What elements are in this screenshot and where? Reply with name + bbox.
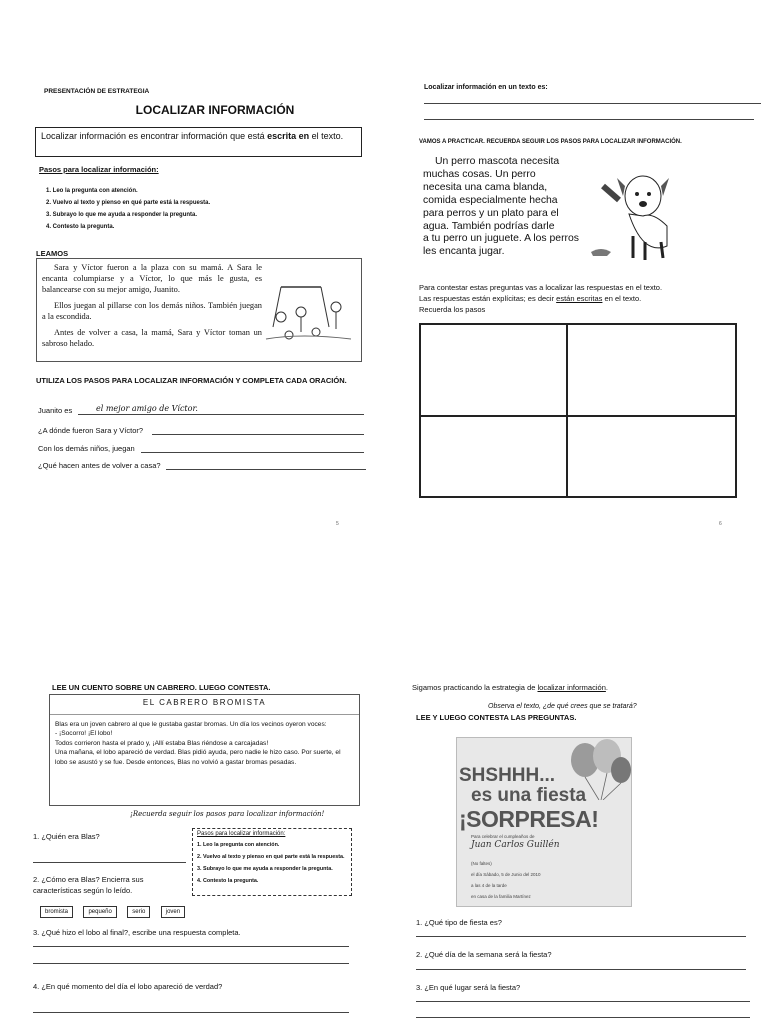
card-headline-1: SHSHHH... [459, 765, 556, 786]
instruction-line-3: Recuerda los pasos [419, 305, 486, 314]
question-3: 3. ¿En qué lugar será la fiesta? [416, 983, 521, 992]
observe-prompt: Observa el texto, ¿de qué crees que se tratará? [488, 703, 637, 710]
reading-instruction: LEE UN CUENTO SOBRE UN CABRERO. LUEGO CONTESTA. [52, 683, 271, 692]
word-option[interactable]: joven [161, 906, 185, 918]
answer-line-def-1[interactable] [424, 103, 761, 104]
answer-line-2[interactable] [152, 434, 364, 435]
instruction-line-1: Para contestar estas preguntas vas a localizar las respuestas en el texto. [419, 283, 663, 292]
answer-line-3b[interactable] [33, 963, 349, 964]
story-paragraph: Antes de volver a casa, la mamá, Sara y Víctor toman un sabroso helado. [42, 328, 262, 348]
question-1: 1. ¿Quién era Blas? [33, 832, 100, 841]
instruction-underlined: están escritas [556, 294, 603, 303]
reminder-note: ¡Recuerda seguir los pasos para localizar información! [130, 810, 325, 818]
question-1: 1. ¿Qué tipo de fiesta es? [416, 918, 502, 927]
question-1-label: Juanito es [38, 406, 73, 415]
story-line: para perros y un plato para el [423, 207, 559, 219]
steps-grid [419, 323, 737, 498]
answer-line-2[interactable] [416, 969, 746, 970]
card-subtitle: Para celebrar el cumpleaños de [471, 834, 535, 839]
step-item: 3. Subrayo lo que me ayuda a responder la pregunta. [46, 212, 198, 218]
card-detail: (No faltes) [471, 861, 492, 866]
question-3: Con los demás niños, juegan [38, 444, 135, 453]
story-line: muchas cosas. Un perro [423, 168, 536, 180]
definition-bold: escrita en [267, 131, 310, 141]
page-title: LOCALIZAR INFORMACIÓN [135, 103, 295, 117]
card-detail: a las 4 de la tarde [471, 883, 507, 888]
grid-cell[interactable] [567, 324, 736, 416]
answer-line-3a[interactable] [416, 1001, 750, 1002]
step-item: 2. Vuelvo al texto y pienso en qué parte está la respuesta. [46, 200, 211, 206]
practice-underlined: localizar información [537, 683, 606, 692]
answer-line-3[interactable] [141, 452, 364, 453]
practice-text: Sigamos practicando la estrategia de [412, 683, 538, 692]
read-answer-instruction: LEE Y LUEGO CONTESTA LAS PREGUNTAS. [416, 713, 577, 722]
step-item: 4. Contesto la pregunta. [197, 878, 259, 884]
page-number: 5 [336, 521, 339, 527]
card-name: Juan Carlos Guillén [471, 840, 560, 850]
dog-story [423, 156, 579, 259]
answer-line-4[interactable] [166, 469, 366, 470]
definition-prompt: Localizar información en un texto es: [424, 84, 548, 91]
question-4: ¿Qué hacen antes de volver a casa? [38, 461, 161, 470]
card-headline-3: ¡SORPRESA! [459, 806, 599, 832]
story-line: comida especialmente hecha [423, 194, 558, 206]
answer-line-1[interactable] [33, 862, 186, 863]
story-line: Un perro mascota necesita [435, 156, 560, 167]
steps-list [46, 188, 210, 236]
story-paragraph: Ellos juegan al pillarse con los demás niños. También juegan a la escondida. [42, 301, 262, 321]
grid-cell[interactable] [567, 416, 736, 497]
instruction-line-2 [419, 294, 641, 303]
playground-illustration [261, 277, 357, 347]
answer-line-4[interactable] [33, 1012, 349, 1013]
answer-1-handwritten: el mejor amigo de Víctor. [96, 404, 198, 413]
story-paragraph: Una mañana, el lobo apareció de verdad. Blas pidió ayuda, pero nadie le hizo caso. Por suerte, el lobo se asustó y se fue. Desde entonces, Blas no volvió a gastar bromas pesadas. [55, 749, 341, 766]
word-option[interactable]: serio [127, 906, 150, 918]
story-line: a tu perro un juguete. A los perros [423, 233, 579, 245]
step-item: 3. Subrayo lo que me ayuda a responder la pregunta. [197, 866, 333, 872]
story-title: EL CABRERO BROMISTA [50, 695, 359, 715]
invitation-card [456, 737, 632, 907]
practice-line [412, 683, 608, 692]
step-item: 4. Contesto la pregunta. [46, 224, 115, 230]
question-2: 2. ¿Cómo era Blas? Encierra sus [33, 875, 144, 884]
leamos-heading: LEAMOS [36, 249, 69, 258]
story-box [36, 258, 362, 362]
grid-cell[interactable] [420, 324, 567, 416]
answer-line-1[interactable] [416, 936, 746, 937]
question-2: 2. ¿Qué día de la semana será la fiesta? [416, 950, 552, 959]
question-2-cont: características según lo leído. [33, 886, 133, 895]
word-option[interactable]: bromista [40, 906, 73, 918]
practice-instruction: VAMOS A PRACTICAR. RECUERDA SEGUIR LOS PASOS PARA LOCALIZAR INFORMACIÓN. [419, 139, 682, 145]
definition-box [35, 127, 362, 157]
answer-line-3b[interactable] [416, 1017, 750, 1018]
question-4: 4. ¿En qué momento del día el lobo apareció de verdad? [33, 982, 223, 991]
instruction-text: Las respuestas están explícitas; es decir [419, 294, 557, 303]
steps-title: Pasos para localizar información: [197, 831, 286, 837]
answer-line-def-2[interactable] [424, 119, 754, 120]
instruction-end: en el texto. [602, 294, 642, 303]
practice-end: . [605, 683, 608, 692]
step-item: 1. Leo la pregunta con atención. [46, 188, 138, 194]
question-2: ¿A dónde fueron Sara y Víctor? [38, 426, 144, 435]
step-item: 1. Leo la pregunta con atención. [197, 842, 280, 848]
definition-end: el texto. [309, 131, 344, 141]
story-paragraph: Todos corrieron hasta el prado y, ¡Allí estaba Blas riéndose a carcajadas! [55, 739, 269, 747]
story-line: necesita una cama blanda, [423, 181, 548, 193]
completion-instruction: UTILIZA LOS PASOS PARA LOCALIZAR INFORMACIÓN Y COMPLETA CADA ORACIÓN. [36, 376, 347, 385]
story-line: agua. También podrías darle [423, 220, 555, 232]
page-number: 6 [719, 521, 722, 527]
story-paragraph: Blas era un joven cabrero al que le gustaba gastar bromas. Un día los vecinos oyeron voces: [55, 720, 327, 728]
step-item: 2. Vuelvo al texto y pienso en qué parte está la respuesta. [197, 854, 345, 860]
strategy-header: PRESENTACIÓN DE ESTRATEGIA [44, 88, 150, 95]
answer-line-1[interactable] [78, 414, 364, 415]
grid-cell[interactable] [420, 416, 567, 497]
card-detail: el día Sábado, 5 de Junio del 2010 [471, 872, 541, 877]
card-details [471, 858, 541, 902]
answer-line-3a[interactable] [33, 946, 349, 947]
dog-illustration [583, 156, 679, 264]
steps-title: Pasos para localizar información: [39, 165, 159, 174]
question-1 [38, 406, 72, 415]
card-detail: en casa de la familia Martínez [471, 894, 531, 899]
story-line: les encanta jugar. [423, 246, 505, 258]
story-paragraph: Sara y Víctor fueron a la plaza con su mamá. A Sara le encanta columpiarse y a Víctor, lo que más le gusta, es balancearse con su mejor amigo, Juanito. [42, 263, 262, 294]
definition-text: Localizar información es encontrar información que está [41, 131, 268, 141]
story-box [49, 694, 360, 806]
steps-reminder-box [192, 828, 352, 896]
story-paragraph: - ¡Socorro! ¡El lobo! [55, 730, 113, 738]
card-headline-2: es una fiesta [471, 785, 587, 806]
question-3: 3. ¿Qué hizo el lobo al final?, escribe una respuesta completa. [33, 928, 241, 937]
word-option[interactable]: pequeño [83, 906, 116, 918]
word-options [40, 900, 185, 918]
